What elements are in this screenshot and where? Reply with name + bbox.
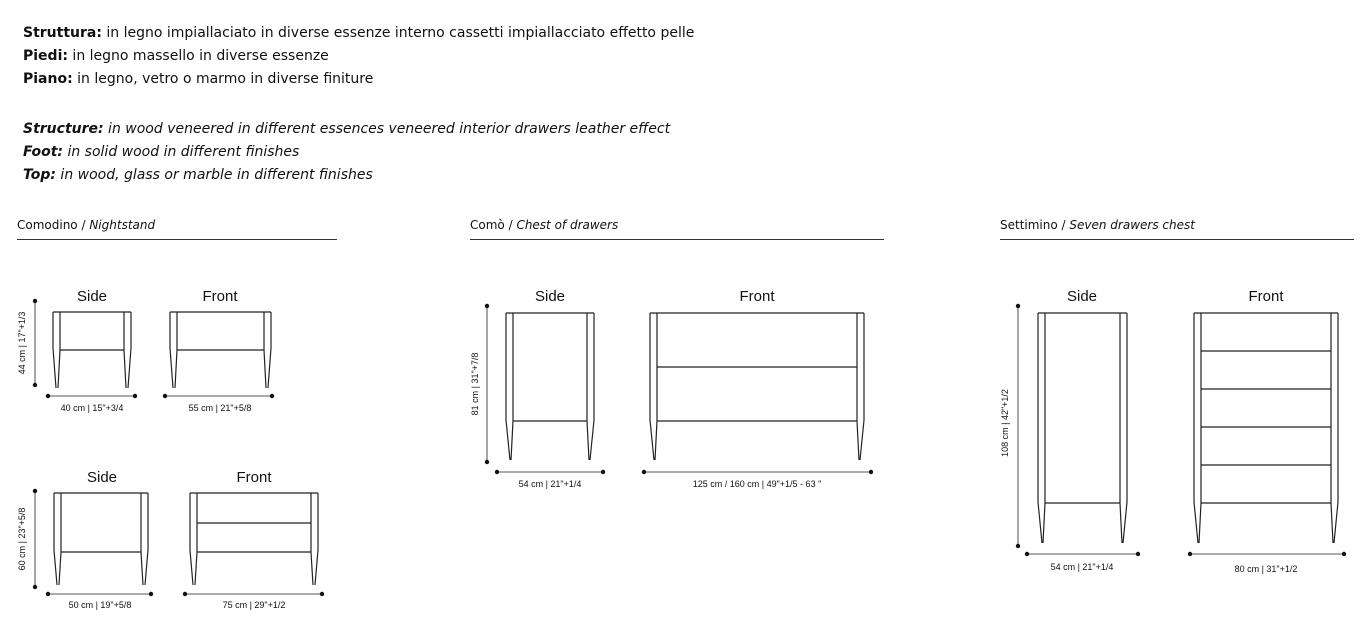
spec-structure-en: Structure: in wood veneered in different essences veneered interior drawers leather effect <box>23 121 671 137</box>
view-label-front: Front <box>236 469 272 486</box>
nightstand-small-front-drawing <box>170 312 271 388</box>
nightstand-large-side-drawing <box>54 493 148 585</box>
dim-ns1-height: 44 cm | 17"+1/3 <box>17 311 27 375</box>
nightstand-large-front-drawing <box>190 493 318 585</box>
spec-top-it: Piano: in legno, vetro o marmo in diverse finiture <box>23 71 374 87</box>
category-chest: Comò / Chest of drawers <box>470 218 619 232</box>
dim-ns2-height: 60 cm | 23"+5/8 <box>17 507 27 571</box>
dim-ns1-front-width: 55 cm | 21"+5/8 <box>188 403 252 413</box>
spec-feet-it: Piedi: in legno massello in diverse essenze <box>23 48 329 64</box>
dim-chest-height: 81 cm | 31"+7/8 <box>470 352 480 416</box>
dim-ns1-side-width: 40 cm | 15"+3/4 <box>60 403 124 413</box>
dim-seven-front-width: 80 cm | 31"+1/2 <box>1234 564 1298 574</box>
chest-side-drawing <box>506 313 594 460</box>
dim-seven-side-width: 54 cm | 21"+1/4 <box>1050 562 1114 572</box>
dim-ns2-front-width: 75 cm | 29"+1/2 <box>222 600 286 610</box>
view-label-front: Front <box>1248 288 1284 305</box>
dimension-lines <box>35 301 1344 594</box>
spec-structure-it: Struttura: in legno impiallaciato in diverse essenze interno cassetti impiallacciato effetto pelle <box>23 25 695 41</box>
view-label-side: Side <box>76 288 108 305</box>
dim-chest-side-width: 54 cm | 21"+1/4 <box>518 479 582 489</box>
spec-foot-en: Foot: in solid wood in different finishes <box>23 144 300 160</box>
view-label-front: Front <box>202 288 238 305</box>
dim-seven-height: 108 cm | 42"+1/2 <box>1000 389 1010 457</box>
seven-side-drawing <box>1038 313 1127 543</box>
view-label-side: Side <box>1066 288 1098 305</box>
dim-ns2-side-width: 50 cm | 19"+5/8 <box>68 600 132 610</box>
seven-front-drawing <box>1194 313 1338 543</box>
category-seven: Settimino / Seven drawers chest <box>1000 218 1195 232</box>
chest-front-drawing <box>650 313 864 460</box>
dim-chest-front-width: 125 cm / 160 cm | 49"+1/5 - 63 " <box>692 479 822 489</box>
spec-top-en: Top: in wood, glass or marble in different finishes <box>23 167 373 183</box>
nightstand-small-side-drawing <box>53 312 131 388</box>
view-label-side: Side <box>86 469 118 486</box>
category-nightstand: Comodino / Nightstand <box>17 218 156 232</box>
view-label-side: Side <box>534 288 566 305</box>
view-label-front: Front <box>739 288 775 305</box>
